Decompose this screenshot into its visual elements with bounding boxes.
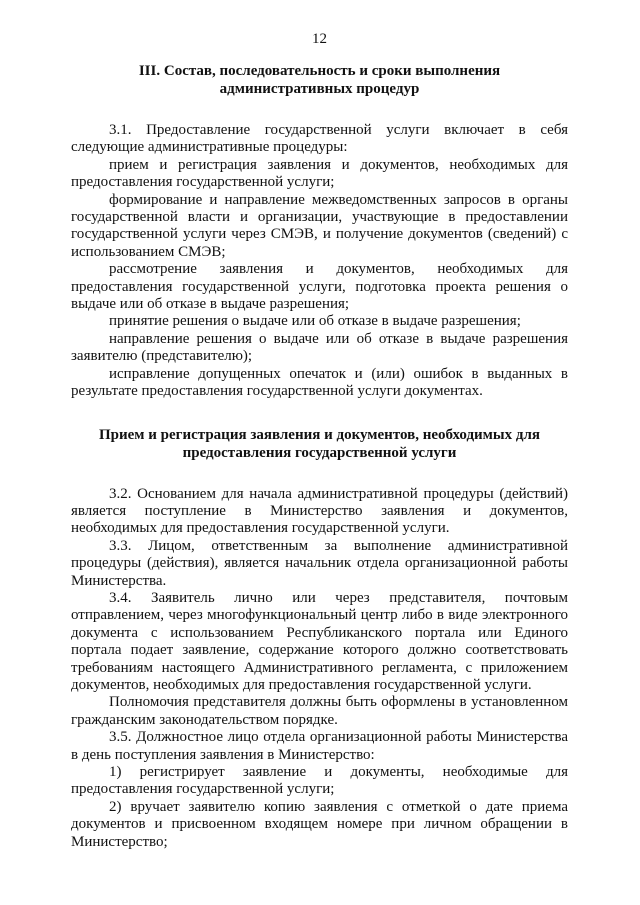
paragraph-3-5-item-1: 1) регистрирует заявление и документы, необходимые для предоставления государственной услуги; bbox=[71, 764, 568, 798]
subsection-title-line-2: предоставления государственной услуги bbox=[182, 444, 457, 461]
list-item-decision: принятие решения о выдаче или об отказе в выдаче разрешения; bbox=[109, 313, 521, 330]
list-item-review: рассмотрение заявления и документов, необходимых для предоставления государственной услуги, подготовка проекта решения о выдаче или об отказе в выдаче разрешения; bbox=[71, 261, 568, 313]
paragraph-3-5: 3.5. Должностное лицо отдела организационной работы Министерства в день поступления заявления в Министерство: bbox=[71, 729, 568, 763]
subsection-body bbox=[71, 486, 568, 852]
paragraph-3-5-item-2: 2) вручает заявителю копию заявления с отметкой о дате приема документов и присвоенном входящем номере при личном обращении в Министерство; bbox=[71, 798, 568, 850]
list-item-sending-decision: направление решения о выдаче или об отказе в выдаче разрешения заявителю (представителю); bbox=[71, 330, 568, 365]
paragraph-3-2: 3.2. Основанием для начала административной процедуры (действий) является поступление в Министерство заявления и документов, необходимых для предоставления государственной услуги. bbox=[71, 485, 568, 537]
section-3-title-line-2: административных процедур bbox=[219, 81, 420, 97]
paragraph-representative-authority: Полномочия представителя должны быть оформлены в установленном гражданским законодательством порядке. bbox=[71, 694, 568, 728]
paragraph-3-4: 3.4. Заявитель лично или через представителя, почтовым отправлением, через многофункциональный центр либо в виде электронного документа с использованием Республиканского портала или Единого портала подает заявление, содержание которого должно соответствовать требованиям настоящего Административного регламента, с приложением документов, необходимых для предоставления государственной услуги. bbox=[71, 589, 568, 693]
subsection-title bbox=[71, 426, 568, 462]
paragraph-3-1: 3.1. Предоставление государственной услуги включает в себя следующие административные процедуры: bbox=[71, 122, 568, 156]
list-item-reception: прием и регистрация заявления и документов, необходимых для предоставления государственной услуги; bbox=[71, 156, 568, 191]
list-item-correction: исправление допущенных опечаток и (или) ошибок в выданных в результате предоставления государственной услуги документах. bbox=[71, 365, 568, 400]
page-number: 12 bbox=[312, 31, 327, 47]
section-3-body bbox=[71, 122, 568, 401]
paragraph-3-3: 3.3. Лицом, ответственным за выполнение административной процедуры (действия), является начальник отдела организационной работы Министерства. bbox=[71, 537, 568, 589]
document-page bbox=[71, 30, 568, 851]
section-3-title-line-1: III. Состав, последовательность и сроки выполнения bbox=[138, 63, 501, 79]
subsection-title-line-1: Прием и регистрация заявления и документов, необходимых для bbox=[99, 426, 540, 443]
list-item-interagency-requests: формирование и направление межведомственных запросов в органы государственной власти и организации, участвующие в предоставлении государственной услуги через СМЭВ, и получение документов (сведений) с использованием СМЭВ; bbox=[71, 191, 568, 260]
section-3-title bbox=[71, 62, 568, 98]
